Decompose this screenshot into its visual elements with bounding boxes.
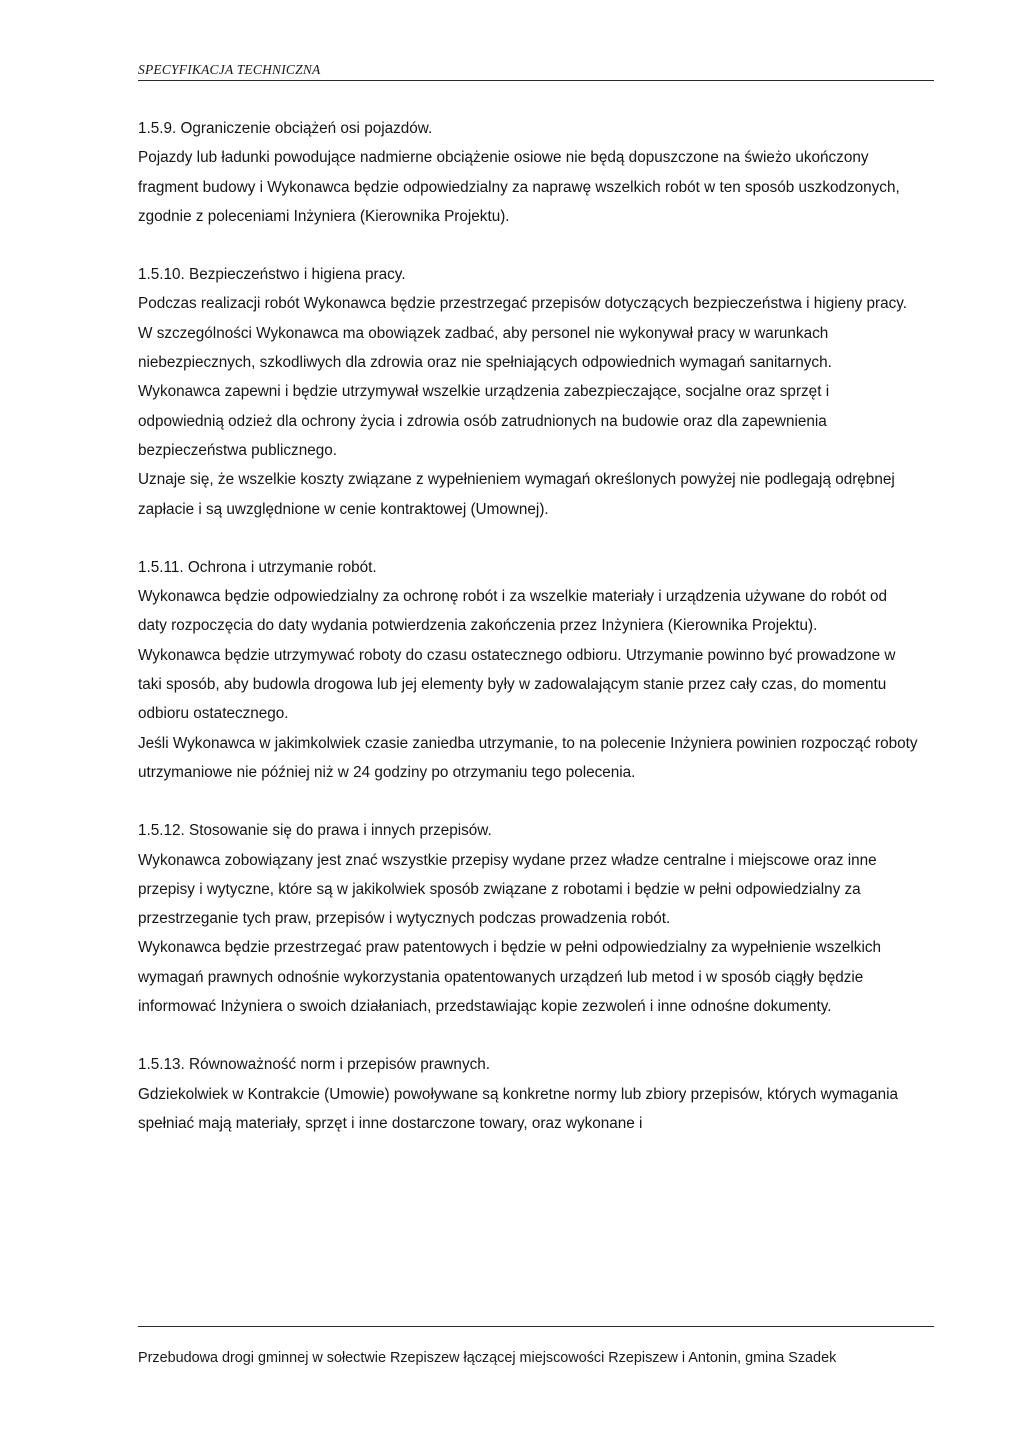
section-1-5-12 xyxy=(138,816,918,1021)
section-heading: 1.5.11. Ochrona i utrzymanie robót. xyxy=(138,558,377,576)
document-body xyxy=(138,114,918,1138)
paragraph: W szczególności Wykonawca ma obowiązek zadbać, aby personel nie wykonywał pracy w warunkach niebezpiecznych, szkodliwych dla zdrowia oraz nie spełniających odpowiednich wymagań sanitarnych. xyxy=(138,324,832,372)
paragraph: Wykonawca zapewni i będzie utrzymywał wszelkie urządzenia zabezpieczające, socjalne oraz sprzęt i odpowiednią odzież dla ochrony życia i zdrowia osób zatrudnionych na budowie oraz dla zapewnienia bezpieczeństwa publicznego. xyxy=(138,383,830,459)
paragraph: Wykonawca będzie przestrzegać praw patentowych i będzie w pełni odpowiedzialny za wypełnienie wszelkich wymagań prawnych odnośnie wykorzystania opatentowanych urządzeń lub metod i w sposób ciągły będzie informować Inżyniera o swoich działaniach, przedstawiając kopie zezwoleń i inne odnośne dokumenty. xyxy=(138,939,881,1016)
paragraph: Gdziekolwiek w Kontrakcie (Umowie) powoływane są konkretne normy lub zbiory przepisów, których wymagania spełniać mają materiały, sprzęt i inne dostarczone towary, oraz wykonane i xyxy=(138,1085,899,1132)
section-heading: 1.5.13. Równoważność norm i przepisów prawnych. xyxy=(138,1056,490,1074)
paragraph: Pojazdy lub ładunki powodujące nadmierne obciążenie osiowe nie będą dopuszczone na świeżo ukończony fragment budowy i Wykonawca będzie odpowiedzialny za naprawę wszelkich robót w ten sposób uszkodzonych, zgodnie z poleceniami Inżyniera (Kierownika Projektu). xyxy=(138,149,900,225)
section-heading: 1.5.12. Stosowanie się do prawa i innych przepisów. xyxy=(138,822,492,840)
paragraph: Wykonawca będzie utrzymywać roboty do czasu ostatecznego odbioru. Utrzymanie powinno być prowadzone w taki sposób, aby budowla drogowa lub jej elementy były w zadowalającym stanie przez cały czas, do momentu odbioru ostatecznego. xyxy=(138,646,896,723)
header-rule xyxy=(138,80,934,81)
section-1-5-13 xyxy=(138,1050,918,1138)
paragraph: Podczas realizacji robót Wykonawca będzie przestrzegać przepisów dotyczących bezpieczeństwa i higieny pracy. xyxy=(138,295,908,313)
section-heading: 1.5.10. Bezpieczeństwo i higiena pracy. xyxy=(138,266,406,284)
section-1-5-11 xyxy=(138,553,918,787)
paragraph: Uznaje się, że wszelkie koszty związane z wypełnieniem wymagań określonych powyżej nie podlegają odrębnej zapłacie i są uwzględnione w cenie kontraktowej (Umownej). xyxy=(138,471,895,518)
running-header-title: SPECYFIKACJA TECHNICZNA xyxy=(138,62,321,77)
section-1-5-10 xyxy=(138,260,918,524)
paragraph: Jeśli Wykonawca w jakimkolwiek czasie zaniedba utrzymanie, to na polecenie Inżyniera powinien rozpocząć roboty utrzymaniowe nie później niż w 24 godziny po otrzymaniu tego polecenia. xyxy=(138,734,918,781)
footer-rule xyxy=(138,1326,934,1327)
section-1-5-9 xyxy=(138,114,918,231)
paragraph: Wykonawca będzie odpowiedzialny za ochronę robót i za wszelkie materiały i urządzenia używane do robót od daty rozpoczęcia do daty wydania potwierdzenia zakończenia przez Inżyniera (Kierownika Projektu). xyxy=(138,588,887,635)
section-heading: 1.5.9. Ograniczenie obciążeń osi pojazdów. xyxy=(138,120,433,137)
paragraph: Wykonawca zobowiązany jest znać wszystkie przepisy wydane przez władze centralne i miejscowe oraz inne przepisy i wytyczne, które są w jakikolwiek sposób związane z robotami i będzie w pełni odpowiedzialny za przestrzeganie tych praw, przepisów i wytycznych podczas prowadzenia robót. xyxy=(138,851,877,928)
running-footer-text: Przebudowa drogi gminnej w sołectwie Rzepiszew łączącej miejscowości Rzepiszew i Antonin, gmina Szadek xyxy=(138,1350,837,1366)
